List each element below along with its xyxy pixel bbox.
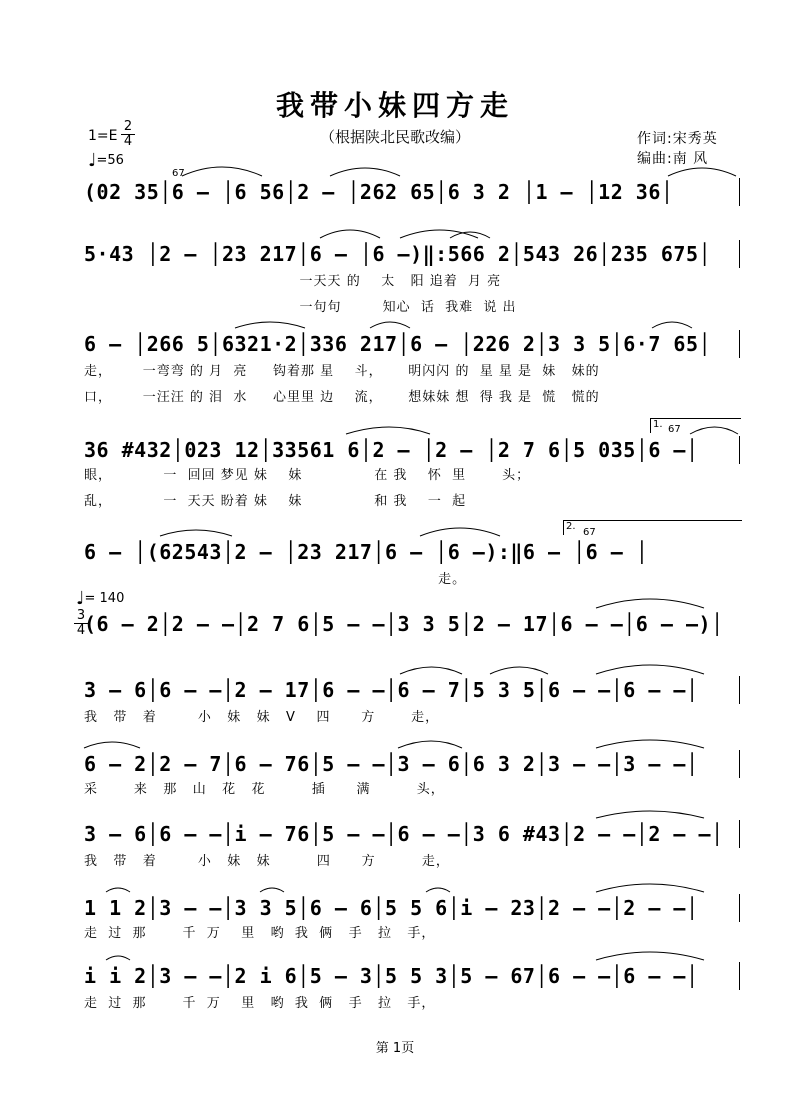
key-signature: 1=E bbox=[88, 128, 118, 144]
lyric-line-4a: 眼， 一 回回 梦见 妹 妹 在 我 怀 里 头； bbox=[84, 468, 531, 483]
slur bbox=[596, 811, 704, 818]
lyric-line-3a: 走， 一弯弯 的 月 亮 钩着那 星 斗， 明闪闪 的 星 星 是 妹 妹的 bbox=[84, 364, 600, 379]
slur bbox=[596, 740, 704, 748]
lyric-line-8: 采 来 那 山 花 花 插 满 头， bbox=[84, 782, 445, 797]
page-number: 第 1页 bbox=[375, 1041, 415, 1056]
slur bbox=[320, 230, 380, 238]
lyric-line-7: 我 带 着 小 妹 妹 V 四 方 走， bbox=[84, 710, 440, 725]
lyric-line-4b: 乱， 一 天天 盼着 妹 妹 和 我 一 起 bbox=[84, 494, 467, 509]
lyric-line-2a: 一天天 的 太 阳 追着 月 亮 bbox=[84, 274, 502, 289]
line-end-barline bbox=[739, 436, 740, 464]
arranger-credit: 编曲:南 风 bbox=[637, 151, 709, 167]
slur bbox=[84, 742, 140, 748]
score-line-1: (02 35│6 – │6 56│2 – │262 65│6 3 2 │1 – │12 36│ bbox=[84, 180, 674, 204]
slur bbox=[346, 427, 430, 434]
score-line-6: (6 – 2│2 – –│2 7 6│5 – –│3 3 5│2 – 17│6 – –│6 – –)│ bbox=[84, 612, 724, 636]
tempo-value: =56 bbox=[96, 153, 124, 168]
slur bbox=[668, 168, 736, 176]
quarter-note-icon: ♩ bbox=[76, 588, 85, 609]
tempo-marking-1 bbox=[88, 150, 124, 171]
line-end-barline bbox=[739, 962, 740, 990]
lyric-line-10: 走 过 那 千 万 里 哟 我 俩 手 拉 手， bbox=[84, 926, 436, 941]
quarter-note-icon: ♩ bbox=[88, 150, 97, 171]
slur bbox=[400, 230, 478, 238]
volta-second-ending: 2. bbox=[563, 520, 742, 535]
lyric-line-5a: 走。 bbox=[84, 572, 467, 587]
slur bbox=[330, 168, 400, 176]
lyric-line-9: 我 带 着 小 妹 妹 四 方 走， bbox=[84, 854, 450, 869]
time-signature-2-4 bbox=[121, 120, 135, 149]
song-subtitle: （根据陕北民歌改编） bbox=[319, 128, 470, 146]
slur bbox=[400, 667, 462, 674]
time-signature-top: 2 bbox=[123, 119, 133, 134]
lyric-line-3b: 口， 一汪汪 的 泪 水 心里里 边 流， 想妹妹 想 得 我 是 慌 慌的 bbox=[84, 390, 600, 405]
score-line-10: 1 1 2│3 – –│3 3 5│6 – 6│5 5 6│i – 23│2 – –│2 – –│ bbox=[84, 896, 699, 920]
slur bbox=[596, 665, 704, 674]
grace-note: 67 bbox=[172, 168, 185, 179]
slur bbox=[182, 167, 262, 176]
line-end-barline bbox=[739, 240, 740, 268]
tempo-value: = 140 bbox=[84, 591, 125, 606]
grace-note: 67 bbox=[583, 527, 596, 538]
slur bbox=[235, 322, 305, 328]
lyric-line-2b: 一句句 知心 话 我难 说 出 bbox=[84, 300, 517, 315]
lyric-line-11: 走 过 那 千 万 里 哟 我 俩 手 拉 手， bbox=[84, 996, 436, 1011]
line-end-barline bbox=[739, 820, 740, 848]
slur bbox=[450, 232, 490, 238]
line-end-barline bbox=[739, 178, 740, 206]
line-end-barline bbox=[739, 894, 740, 922]
line-end-barline bbox=[739, 676, 740, 704]
volta-first-ending: 1. bbox=[650, 418, 741, 433]
time-signature-bottom: 4 bbox=[74, 623, 88, 638]
time-signature-top: 3 bbox=[76, 608, 86, 623]
slur bbox=[106, 956, 130, 960]
slur bbox=[426, 888, 450, 892]
time-signature-bottom: 4 bbox=[121, 134, 135, 149]
slur bbox=[398, 741, 462, 748]
score-line-5: 6 – │(62543│2 – │23 217│6 – │6 –):‖6 – │6 – │ bbox=[84, 540, 649, 564]
score-line-4: 36 #432│023 12│33561 6│2 – │2 – │2 7 6│5 035│6 –│ bbox=[84, 438, 699, 462]
line-end-barline bbox=[739, 330, 740, 358]
score-line-2: 5·43 │2 – │23 217│6 – │6 –)‖:566 2│543 26│235 675│ bbox=[84, 242, 712, 266]
slur bbox=[490, 667, 548, 674]
score-line-7: 3 – 6│6 – –│2 – 17│6 – –│6 – 7│5 3 5│6 – –│6 – –│ bbox=[84, 678, 699, 702]
slur bbox=[596, 599, 704, 608]
score-line-9: 3 – 6│6 – –│i – 76│5 – –│6 – –│3 6 #43│2 – –│2 – –│ bbox=[84, 822, 724, 846]
slur bbox=[260, 888, 284, 892]
score-line-3: 6 – │266 5│6321·2│336 217│6 – │226 2│3 3 5│6·7 65│ bbox=[84, 332, 712, 356]
song-title: 我带小妹四方走 bbox=[275, 89, 514, 122]
score-line-8: 6 – 2│2 – 7│6 – 76│5 – –│3 – 6│6 3 2│3 – –│3 – –│ bbox=[84, 752, 699, 776]
slur bbox=[596, 884, 704, 892]
slur bbox=[106, 888, 130, 892]
score-line-11: i i 2│3 – –│2 i 6│5 – 3│5 5 3│5 – 67│6 – –│6 – –│ bbox=[84, 964, 699, 988]
slur bbox=[596, 952, 704, 960]
grace-note: 67 bbox=[668, 424, 681, 435]
slur bbox=[160, 530, 232, 536]
tempo-marking-2 bbox=[76, 588, 124, 609]
slur bbox=[370, 322, 410, 328]
lyricist-credit: 作词:宋秀英 bbox=[637, 131, 718, 147]
slur bbox=[652, 322, 692, 328]
slur bbox=[420, 528, 500, 536]
line-end-barline bbox=[739, 750, 740, 778]
